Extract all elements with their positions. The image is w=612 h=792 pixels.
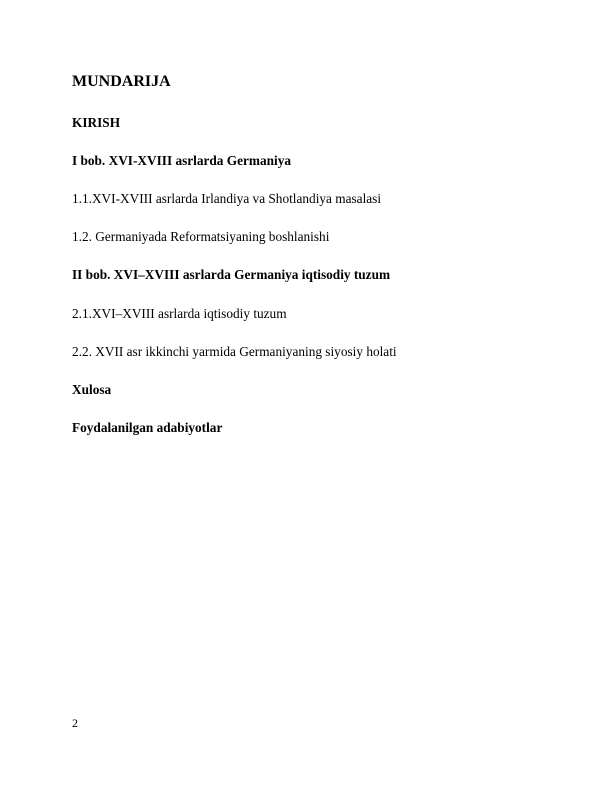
toc-entry-references: Foydalanilgan adabiyotlar — [72, 420, 223, 435]
toc-entry-conclusion: Xulosa — [72, 382, 112, 397]
toc-entry-introduction: KIRISH — [72, 115, 121, 130]
toc-entry-chapter-1: I bob. XVI-XVIII asrlarda Germaniya — [72, 153, 292, 168]
toc-entry-section-1-1: 1.1.XVI-XVIII asrlarda Irlandiya va Shotlandiya masalasi — [72, 191, 382, 206]
toc-entry-section-2-2: 2.2. XVII asr ikkinchi yarmida Germaniyaning siyosiy holati — [72, 344, 397, 359]
toc-entry-chapter-2: II bob. XVI–XVIII asrlarda Germaniya iqtisodiy tuzum — [72, 267, 391, 282]
toc-heading: MUNDARIJA — [72, 73, 171, 90]
toc-entry-section-1-2: 1.2. Germaniyada Reformatsiyaning boshlanishi — [72, 229, 330, 244]
toc-entry-section-2-1: 2.1.XVI–XVIII asrlarda iqtisodiy tuzum — [72, 306, 287, 321]
page-number: 2 — [72, 716, 78, 730]
